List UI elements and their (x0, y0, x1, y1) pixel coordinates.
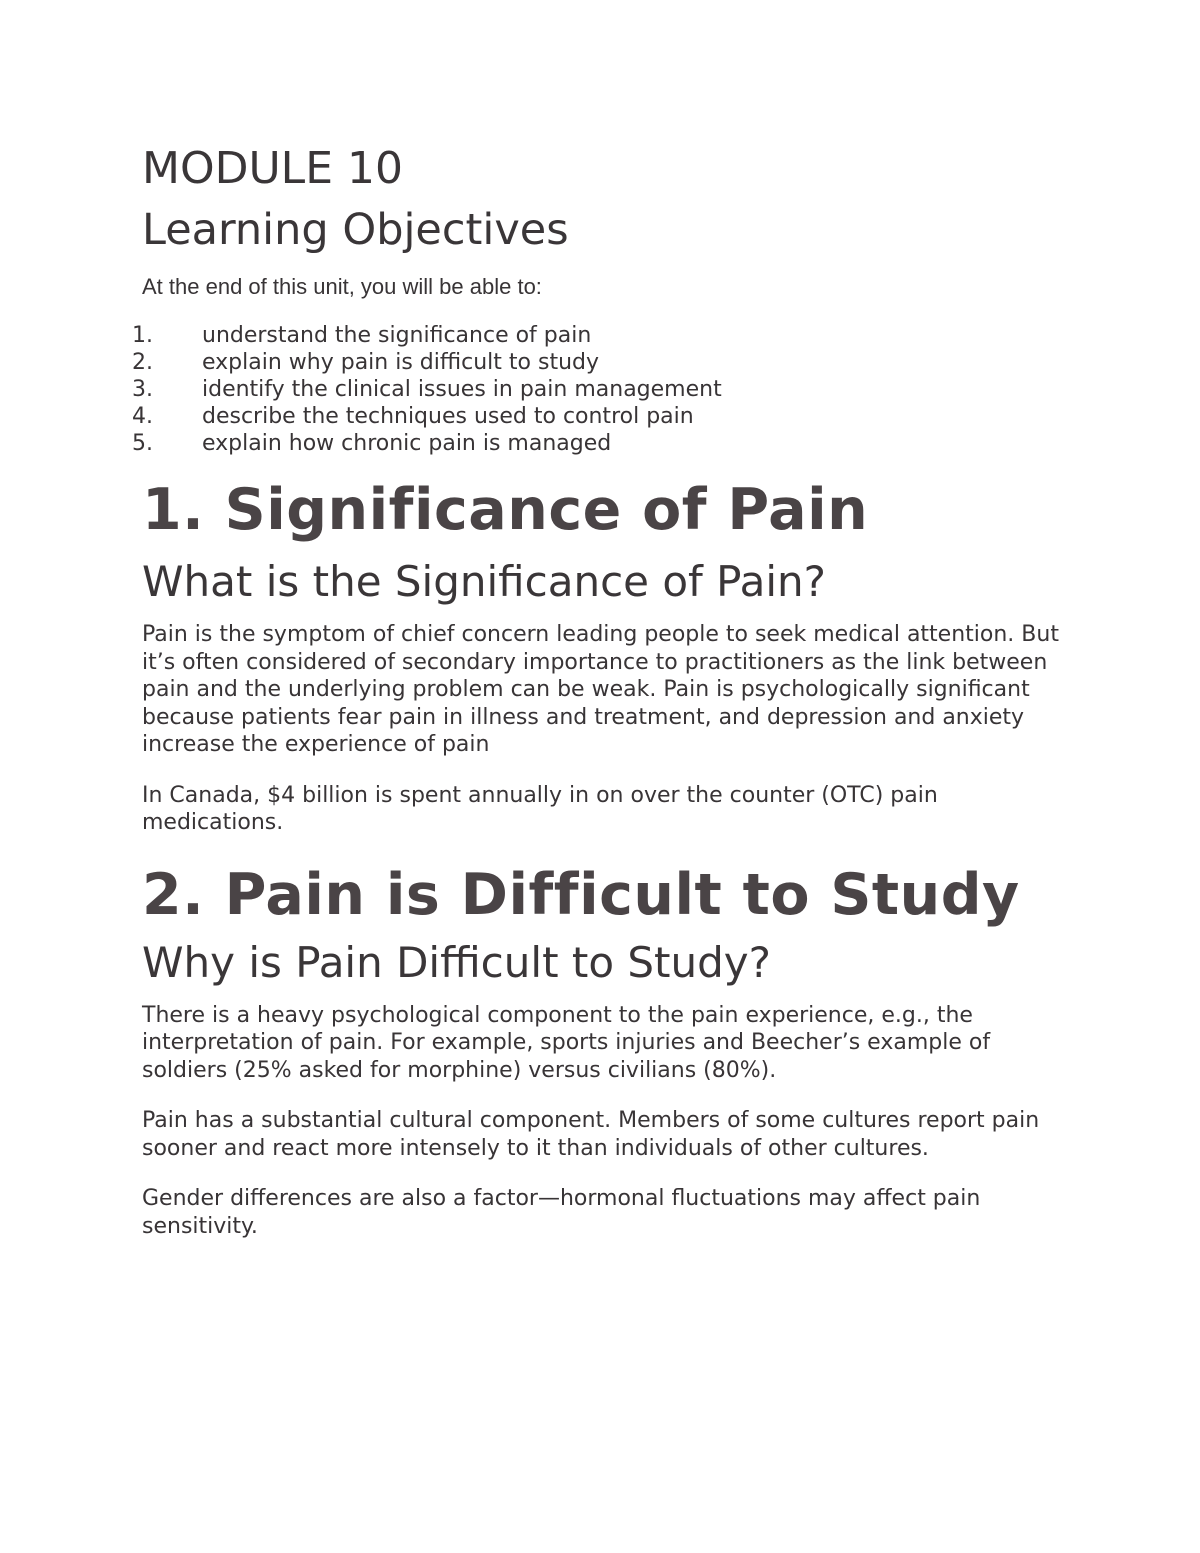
objective-text: identify the clinical issues in pain management (202, 377, 722, 402)
objective-number: 1. (132, 323, 153, 348)
section-2-subheading: Why is Pain Difficult to Study? (142, 937, 771, 987)
section-significance-of-pain (142, 471, 1082, 837)
objective-item (132, 376, 1082, 403)
objectives-list (132, 322, 1082, 457)
objective-text: understand the significance of pain (202, 323, 592, 348)
objective-number: 2. (132, 350, 153, 375)
objective-item (132, 430, 1082, 457)
learning-objectives-title: Learning Objectives (142, 205, 569, 255)
objective-item (132, 322, 1082, 349)
section-1-paragraph: In Canada, $4 billion is spent annually in on over the counter (OTC) pain medications. (142, 782, 938, 835)
objective-number: 5. (132, 431, 153, 456)
objective-text: explain why pain is difficult to study (202, 350, 599, 375)
section-2-paragraph: There is a heavy psychological component to the pain experience, e.g., the interpretation of pain. For example, sports injuries and Beecher’s example of soldiers (25% asked for morphine) versus civilians (80%). (142, 1002, 991, 1083)
section-2-heading: 2. Pain is Difficult to Study (142, 861, 1020, 928)
section-2-paragraph: Gender differences are also a factor—hormonal fluctuations may affect pain sensitivity. (142, 1186, 981, 1239)
objectives-intro: At the end of this unit, you will be able to: (142, 274, 542, 299)
document-page (132, 138, 1082, 1263)
objective-number: 4. (132, 404, 153, 429)
section-2-paragraph: Pain has a substantial cultural component. Members of some cultures report pain sooner and react more intensely to it than individuals of other cultures. (142, 1108, 1040, 1161)
section-1-paragraph: Pain is the symptom of chief concern leading people to seek medical attention. But it’s often considered of secondary importance to practitioners as the link between pain and the underlying problem can be weak. Pain is psychologically significant because patients fear pain in illness and treatment, and depression and anxiety increase the experience of pain (142, 622, 1059, 757)
section-pain-difficult-to-study (142, 860, 1082, 1241)
objective-text: describe the techniques used to control pain (202, 404, 694, 429)
section-1-subheading: What is the Significance of Pain? (142, 557, 826, 606)
objective-number: 3. (132, 377, 153, 402)
objective-item (132, 403, 1082, 430)
section-1-heading: 1. Significance of Pain (142, 477, 869, 543)
objective-text: explain how chronic pain is managed (202, 431, 612, 456)
objective-item (132, 349, 1082, 376)
module-title: MODULE 10 (142, 143, 403, 194)
